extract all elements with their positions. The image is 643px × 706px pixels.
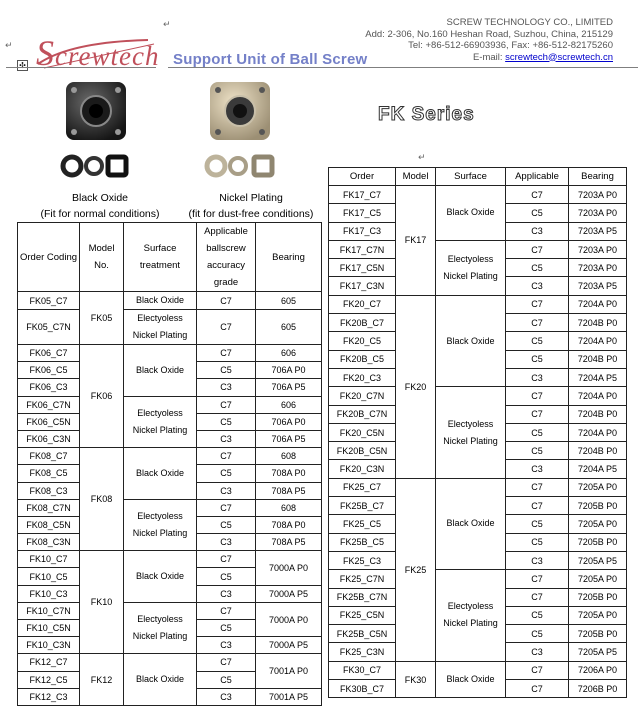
table-row [329, 661, 627, 679]
order-code-cell: FK17_C5 [329, 204, 396, 222]
bearing-cell: 7000A P0 [256, 551, 322, 585]
order-code-cell: FK17_C7 [329, 186, 396, 204]
accuracy-cell: C7 [506, 295, 569, 313]
accuracy-cell: C7 [506, 497, 569, 515]
nickel-plated-unit-image [198, 78, 284, 186]
order-code-cell: FK06_C5N [18, 413, 80, 430]
bearing-cell: 606 [256, 396, 322, 413]
bearing-cell: 7204B P0 [569, 314, 627, 332]
header-bearing: Bearing [256, 223, 322, 292]
accuracy-cell: C7 [506, 588, 569, 606]
table-row [329, 570, 627, 588]
email-label: E-mail: [472, 51, 503, 63]
order-code-cell: FK08_C3N [18, 534, 80, 551]
company-name: SCREW TECHNOLOGY CO., LIMITED [446, 17, 613, 28]
bearing-cell: 7204A P0 [569, 423, 627, 441]
order-code-cell: FK25_C7N [329, 570, 396, 588]
order-code-cell: FK10_C5N [18, 620, 80, 637]
header-model-no: Model No. [80, 223, 124, 292]
accuracy-cell: C7 [197, 396, 256, 413]
order-code-cell: FK20B_C7N [329, 405, 396, 423]
accuracy-cell: C5 [197, 671, 256, 688]
order-code-cell: FK06_C5 [18, 362, 80, 379]
order-code-cell: FK12_C3 [18, 688, 80, 705]
order-code-cell: FK20B_C7 [329, 314, 396, 332]
order-code-cell: FK17_C3N [329, 277, 396, 295]
accuracy-cell: C3 [506, 551, 569, 569]
surface-cell: Black Oxide [436, 661, 506, 698]
accuracy-cell: C7 [197, 499, 256, 516]
company-logo: Screwtech [36, 33, 160, 73]
model-cell: FK30 [396, 661, 436, 698]
accuracy-cell: C5 [197, 620, 256, 637]
order-code-cell: FK20B_C5 [329, 350, 396, 368]
surface-cell: Black Oxide [124, 345, 197, 397]
order-code-cell: FK20_C7N [329, 387, 396, 405]
table-row [18, 310, 322, 345]
paragraph-mark: ↵ [5, 40, 13, 50]
company-address: Add: 2-306, No.160 Heshan Road, Suzhou, China, 215129 [365, 28, 613, 40]
order-code-cell: FK08_C5N [18, 516, 80, 533]
header-surface-treatment: Surface treatment [124, 223, 197, 292]
bearing-cell: 7000A P5 [256, 585, 322, 602]
accuracy-cell: C5 [197, 465, 256, 482]
surface-cell: Black Oxide [124, 654, 197, 706]
order-code-cell: FK25B_C7 [329, 497, 396, 515]
accuracy-cell: C3 [506, 643, 569, 661]
header-applicable: Applicable [506, 168, 569, 186]
table-row [18, 499, 322, 516]
order-code-cell: FK17_C5N [329, 259, 396, 277]
order-code-cell: FK08_C3 [18, 482, 80, 499]
header-model: Model [396, 168, 436, 186]
accuracy-cell: C5 [506, 442, 569, 460]
model-cell: FK25 [396, 478, 436, 661]
nickel-plating-note: (fit for dust-free conditions) [188, 208, 314, 220]
bearing-cell: 7205A P5 [569, 551, 627, 569]
bearing-cell: 7204B P0 [569, 350, 627, 368]
header-rule-left [6, 67, 156, 68]
bearing-cell: 7204A P0 [569, 295, 627, 313]
bearing-cell: 606 [256, 345, 322, 362]
accuracy-cell: C3 [506, 222, 569, 240]
model-cell: FK06 [80, 345, 124, 448]
header-surface: Surface [436, 168, 506, 186]
bearing-cell: 706A P5 [256, 430, 322, 447]
accuracy-cell: C7 [197, 654, 256, 671]
order-code-cell: FK20_C5 [329, 332, 396, 350]
bearing-cell: 708A P5 [256, 534, 322, 551]
surface-cell: Electyoless Nickel Plating [124, 310, 197, 345]
bearing-cell: 7206B P0 [569, 680, 627, 698]
surface-cell: Black Oxide [124, 292, 197, 310]
order-code-cell: FK25_C5 [329, 515, 396, 533]
order-code-cell: FK25_C7 [329, 478, 396, 496]
order-code-cell: FK25_C5N [329, 606, 396, 624]
bearing-cell: 706A P0 [256, 362, 322, 379]
right-table-body [329, 186, 627, 698]
surface-cell: Electyoless Nickel Plating [124, 396, 197, 448]
model-cell: FK08 [80, 448, 124, 551]
accuracy-cell: C5 [506, 332, 569, 350]
model-cell: FK10 [80, 551, 124, 654]
bearing-cell: 7205A P0 [569, 570, 627, 588]
accuracy-cell: C7 [197, 551, 256, 568]
bearing-cell: 7203A P0 [569, 204, 627, 222]
header-bearing: Bearing [569, 168, 627, 186]
bearing-cell: 708A P5 [256, 482, 322, 499]
table-row [18, 396, 322, 413]
table-row [329, 240, 627, 258]
accuracy-cell: C7 [197, 448, 256, 465]
black-oxide-note: (Fit for normal conditions) [40, 208, 160, 220]
order-code-cell: FK05_C7 [18, 292, 80, 310]
order-code-cell: FK10_C5 [18, 568, 80, 585]
surface-cell: Black Oxide [124, 551, 197, 603]
accuracy-cell: C7 [197, 292, 256, 310]
order-code-cell: FK30_C7 [329, 661, 396, 679]
page-banner: Support Unit of Ball Screw [173, 51, 368, 68]
bearing-cell: 7204A P0 [569, 332, 627, 350]
bearing-cell: 7203A P0 [569, 186, 627, 204]
order-code-cell: FK20_C7 [329, 295, 396, 313]
surface-cell: Black Oxide [436, 478, 506, 569]
bearing-cell: 7205B P0 [569, 588, 627, 606]
table-row [18, 551, 322, 568]
table-row [329, 295, 627, 313]
accuracy-cell: C7 [506, 186, 569, 204]
table-row [329, 478, 627, 496]
order-code-cell: FK25B_C7N [329, 588, 396, 606]
bearing-cell: 7205B P0 [569, 625, 627, 643]
accuracy-cell: C3 [197, 534, 256, 551]
accuracy-cell: C3 [506, 277, 569, 295]
order-code-cell: FK17_C7N [329, 240, 396, 258]
surface-cell: Electyoless Nickel Plating [124, 602, 197, 654]
order-code-cell: FK20_C3 [329, 368, 396, 386]
accuracy-cell: C7 [506, 387, 569, 405]
right-spec-table [328, 167, 627, 698]
table-row [18, 345, 322, 362]
accuracy-cell: C5 [506, 423, 569, 441]
bearing-cell: 7205B P0 [569, 497, 627, 515]
bearing-cell: 7001A P0 [256, 654, 322, 688]
company-info [365, 17, 613, 63]
bearing-cell: 7203A P5 [569, 277, 627, 295]
bearing-cell: 7205B P0 [569, 533, 627, 551]
accuracy-cell: C7 [506, 680, 569, 698]
bearing-cell: 7000A P5 [256, 637, 322, 654]
accuracy-cell: C3 [506, 460, 569, 478]
order-code-cell: FK10_C7N [18, 602, 80, 619]
order-code-cell: FK20_C3N [329, 460, 396, 478]
order-code-cell: FK08_C7 [18, 448, 80, 465]
left-table-body [18, 292, 322, 706]
order-code-cell: FK06_C3 [18, 379, 80, 396]
paragraph-mark: ↵ [418, 152, 426, 162]
bearing-cell: 7204A P0 [569, 387, 627, 405]
accuracy-cell: C7 [506, 405, 569, 423]
bearing-cell: 7000A P0 [256, 602, 322, 636]
accuracy-cell: C3 [197, 379, 256, 396]
accuracy-cell: C7 [506, 240, 569, 258]
bearing-cell: 7205A P0 [569, 515, 627, 533]
black-oxide-unit-image [58, 78, 140, 186]
accuracy-cell: C5 [197, 516, 256, 533]
model-cell: FK20 [396, 295, 436, 478]
bearing-cell: 608 [256, 448, 322, 465]
bearing-cell: 706A P5 [256, 379, 322, 396]
order-code-cell: FK17_C3 [329, 222, 396, 240]
accuracy-cell: C3 [197, 482, 256, 499]
bearing-cell: 7203A P5 [569, 222, 627, 240]
order-code-cell: FK25_C3N [329, 643, 396, 661]
header-order: Order [329, 168, 396, 186]
bearing-cell: 605 [256, 292, 322, 310]
order-code-cell: FK25_C3 [329, 551, 396, 569]
bearing-cell: 7205A P0 [569, 606, 627, 624]
bearing-cell: 605 [256, 310, 322, 345]
bearing-cell: 706A P0 [256, 413, 322, 430]
order-code-cell: FK06_C7 [18, 345, 80, 362]
accuracy-cell: C5 [506, 204, 569, 222]
surface-cell: Black Oxide [124, 448, 197, 500]
email-link[interactable]: screwtech@screwtech.cn [505, 51, 613, 63]
order-code-cell: FK20B_C5N [329, 442, 396, 460]
series-title: FK Series [378, 104, 475, 125]
accuracy-cell: C7 [506, 570, 569, 588]
order-code-cell: FK30B_C7 [329, 680, 396, 698]
bearing-cell: 7204B P0 [569, 405, 627, 423]
order-code-cell: FK10_C7 [18, 551, 80, 568]
order-code-cell: FK25B_C5N [329, 625, 396, 643]
table-row [329, 387, 627, 405]
order-code-cell: FK12_C5 [18, 671, 80, 688]
black-oxide-caption [20, 190, 180, 222]
accuracy-cell: C3 [197, 688, 256, 705]
accuracy-cell: C3 [197, 430, 256, 447]
table-row [18, 602, 322, 619]
header-accuracy-grade: Applicable ballscrew accuracy grade [197, 223, 256, 292]
table-row [18, 292, 322, 310]
surface-cell: Black Oxide [436, 186, 506, 241]
company-email-line [365, 52, 613, 64]
accuracy-cell: C7 [506, 478, 569, 496]
table-row [18, 654, 322, 671]
bearing-cell: 708A P0 [256, 516, 322, 533]
surface-cell: Electyoless Nickel Plating [436, 570, 506, 661]
accuracy-cell: C5 [506, 259, 569, 277]
accuracy-cell: C3 [197, 585, 256, 602]
order-code-cell: FK08_C5 [18, 465, 80, 482]
accuracy-cell: C5 [197, 362, 256, 379]
order-code-cell: FK10_C3N [18, 637, 80, 654]
accuracy-cell: C5 [506, 515, 569, 533]
nickel-plating-caption [176, 190, 326, 222]
accuracy-cell: C5 [197, 413, 256, 430]
surface-cell: Electyoless Nickel Plating [124, 499, 197, 551]
model-cell: FK17 [396, 186, 436, 296]
surface-cell: Electyoless Nickel Plating [436, 240, 506, 295]
header-order-coding: Order Coding [18, 223, 80, 292]
order-code-cell: FK06_C3N [18, 430, 80, 447]
header-rule [168, 67, 638, 68]
order-code-cell: FK05_C7N [18, 310, 80, 345]
nickel-plating-label: Nickel Plating [219, 192, 283, 204]
accuracy-cell: C7 [506, 314, 569, 332]
accuracy-cell: C5 [506, 533, 569, 551]
accuracy-cell: C7 [197, 310, 256, 345]
table-row [329, 186, 627, 204]
accuracy-cell: C7 [197, 345, 256, 362]
accuracy-cell: C7 [506, 661, 569, 679]
accuracy-cell: C7 [197, 602, 256, 619]
order-code-cell: FK10_C3 [18, 585, 80, 602]
model-cell: FK05 [80, 292, 124, 345]
company-phone: Tel: +86-512-66903936, Fax: +86-512-82175260 [408, 40, 613, 51]
bearing-cell: 708A P0 [256, 465, 322, 482]
bearing-cell: 7204B P0 [569, 442, 627, 460]
paragraph-mark: ↵ [163, 19, 171, 29]
model-cell: FK12 [80, 654, 124, 706]
bearing-cell: 7204A P5 [569, 460, 627, 478]
surface-cell: Electyoless Nickel Plating [436, 387, 506, 478]
accuracy-cell: C3 [197, 637, 256, 654]
accuracy-cell: C5 [506, 350, 569, 368]
order-code-cell: FK20_C5N [329, 423, 396, 441]
accuracy-cell: C5 [506, 625, 569, 643]
bearing-cell: 608 [256, 499, 322, 516]
bearing-cell: 7206A P0 [569, 661, 627, 679]
bearing-cell: 7001A P5 [256, 688, 322, 705]
table-move-handle[interactable]: ✣ [17, 60, 28, 71]
accuracy-cell: C5 [506, 606, 569, 624]
bearing-cell: 7203A P0 [569, 259, 627, 277]
order-code-cell: FK06_C7N [18, 396, 80, 413]
order-code-cell: FK12_C7 [18, 654, 80, 671]
bearing-cell: 7203A P0 [569, 240, 627, 258]
table-row [18, 448, 322, 465]
left-spec-table [17, 222, 322, 706]
order-code-cell: FK25B_C5 [329, 533, 396, 551]
surface-cell: Black Oxide [436, 295, 506, 386]
black-oxide-label: Black Oxide [71, 192, 129, 204]
bearing-cell: 7205A P0 [569, 478, 627, 496]
bearing-cell: 7204A P5 [569, 368, 627, 386]
accuracy-cell: C3 [506, 368, 569, 386]
bearing-cell: 7205A P5 [569, 643, 627, 661]
accuracy-cell: C5 [197, 568, 256, 585]
order-code-cell: FK08_C7N [18, 499, 80, 516]
